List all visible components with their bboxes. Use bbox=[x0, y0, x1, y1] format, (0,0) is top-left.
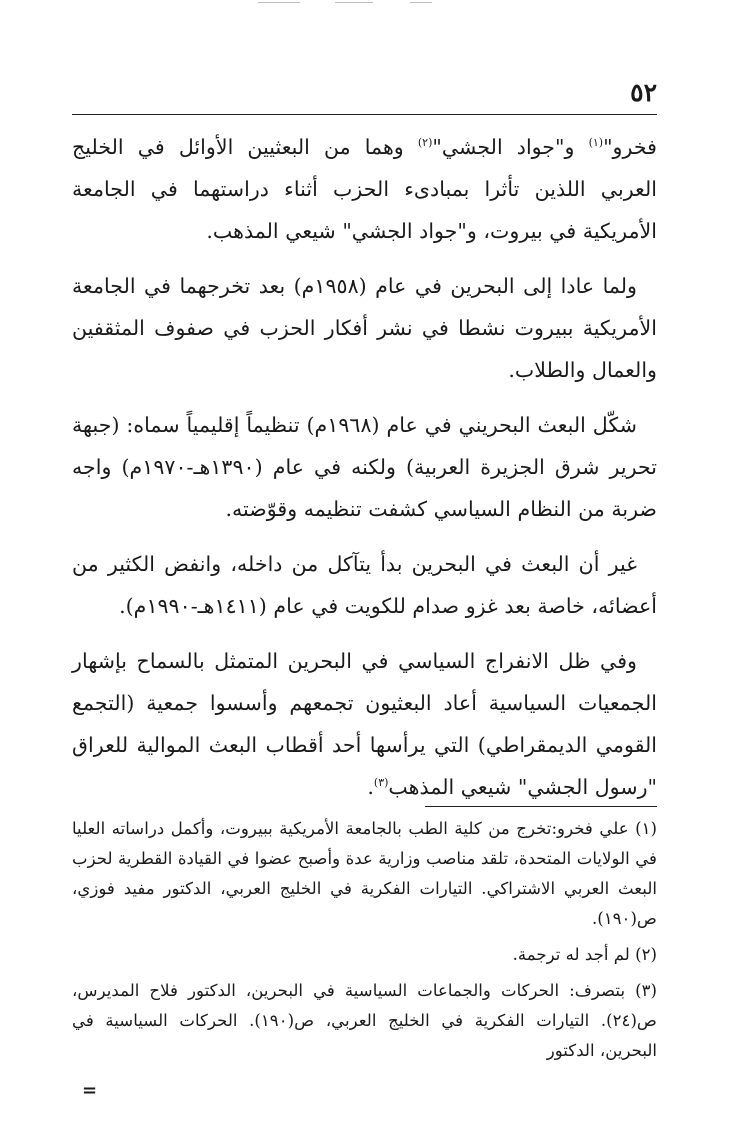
footnote-separator bbox=[425, 806, 657, 807]
footnote-2: (٢) لم أجد له ترجمة. bbox=[512, 945, 657, 964]
footnote-1: (١) علي فخرو:تخرج من كلية الطب بالجامعة الأمريكية ببيروت، وأكمل دراساته العليا في الولايات المتحدة، تلقد مناصب وزارية عدة وأصبح عضوا في القيادة القطرية لحزب البعث العربي الاشتراكي. التيارات الفكرية في الخليج العربي، الدكتور مفيد فوزي، ص(١٩٠). bbox=[72, 819, 657, 928]
footnotes bbox=[72, 814, 657, 1104]
paragraph-5-end: . bbox=[367, 775, 374, 799]
footnote-ref-2: (٢) bbox=[417, 136, 433, 150]
paragraph-5 bbox=[72, 640, 657, 808]
paragraph-3: شكّل البعث البحريني في عام (١٩٦٨م) تنظيماً إقليمياً سماه: (جبهة تحرير شرق الجزيرة العربية) ولكنه في عام (١٣٩٠هـ-١٩٧٠م) واجه ضربة من النظام السياسي كشفت تنظيمه وقوّضته. bbox=[72, 413, 657, 521]
page-number: ٥٢ bbox=[630, 78, 657, 107]
main-text bbox=[72, 126, 657, 816]
page-header bbox=[72, 78, 657, 115]
paragraph-1-end: وهما من البعثيين الأوائل في الخليج العربي اللذين تأثرا بمبادىء الحزب أثناء دراستهما في الجامعة الأمريكية في بيروت، و"جواد الجشي" شيعي المذهب. bbox=[72, 135, 657, 243]
footnote-ref-3: (٣) bbox=[373, 776, 389, 790]
top-edge-marks bbox=[0, 2, 741, 8]
paragraph-5-text: وفي ظل الانفراج السياسي في البحرين المتمثل بالسماح بإشهار الجمعيات السياسية أعاد البعثيون تجمعهم وأسسوا جمعية (التجمع القومي الديمقراطي) التي يرأسها أحد أقطاب البعث الموالية للعراق "رسول الجشي" شيعي المذهب bbox=[72, 649, 657, 799]
footnote-3: (٣) بتصرف: الحركات والجماعات السياسية في البحرين، الدكتور فلاح المديرس، ص(٢٤). التيارات الفكرية في الخليج العربي، ص(١٩٠). الحركات السياسية في البحرين، الدكتور bbox=[72, 981, 657, 1060]
paragraph-2: ولما عادا إلى البحرين في عام (١٩٥٨م) بعد تخرجهما في الجامعة الأمريكية ببيروت نشطا في نشر أفكار الحزب في صفوف المثقفين والعمال والطلاب. bbox=[72, 274, 657, 382]
paragraph-1-start: فخرو" bbox=[603, 135, 657, 159]
footnote-ref-1: (١) bbox=[588, 136, 604, 150]
paragraph-4: غير أن البعث في البحرين بدأ يتآكل من داخله، وانفض الكثير من أعضائه، خاصة بعد غزو صدام للكويت في عام (١٤١١هـ-١٩٩٠م). bbox=[72, 552, 657, 618]
continuation-mark: = bbox=[82, 1080, 98, 1101]
paragraph-1 bbox=[72, 126, 657, 252]
paragraph-1-mid: و"جواد الجشي" bbox=[432, 135, 589, 159]
